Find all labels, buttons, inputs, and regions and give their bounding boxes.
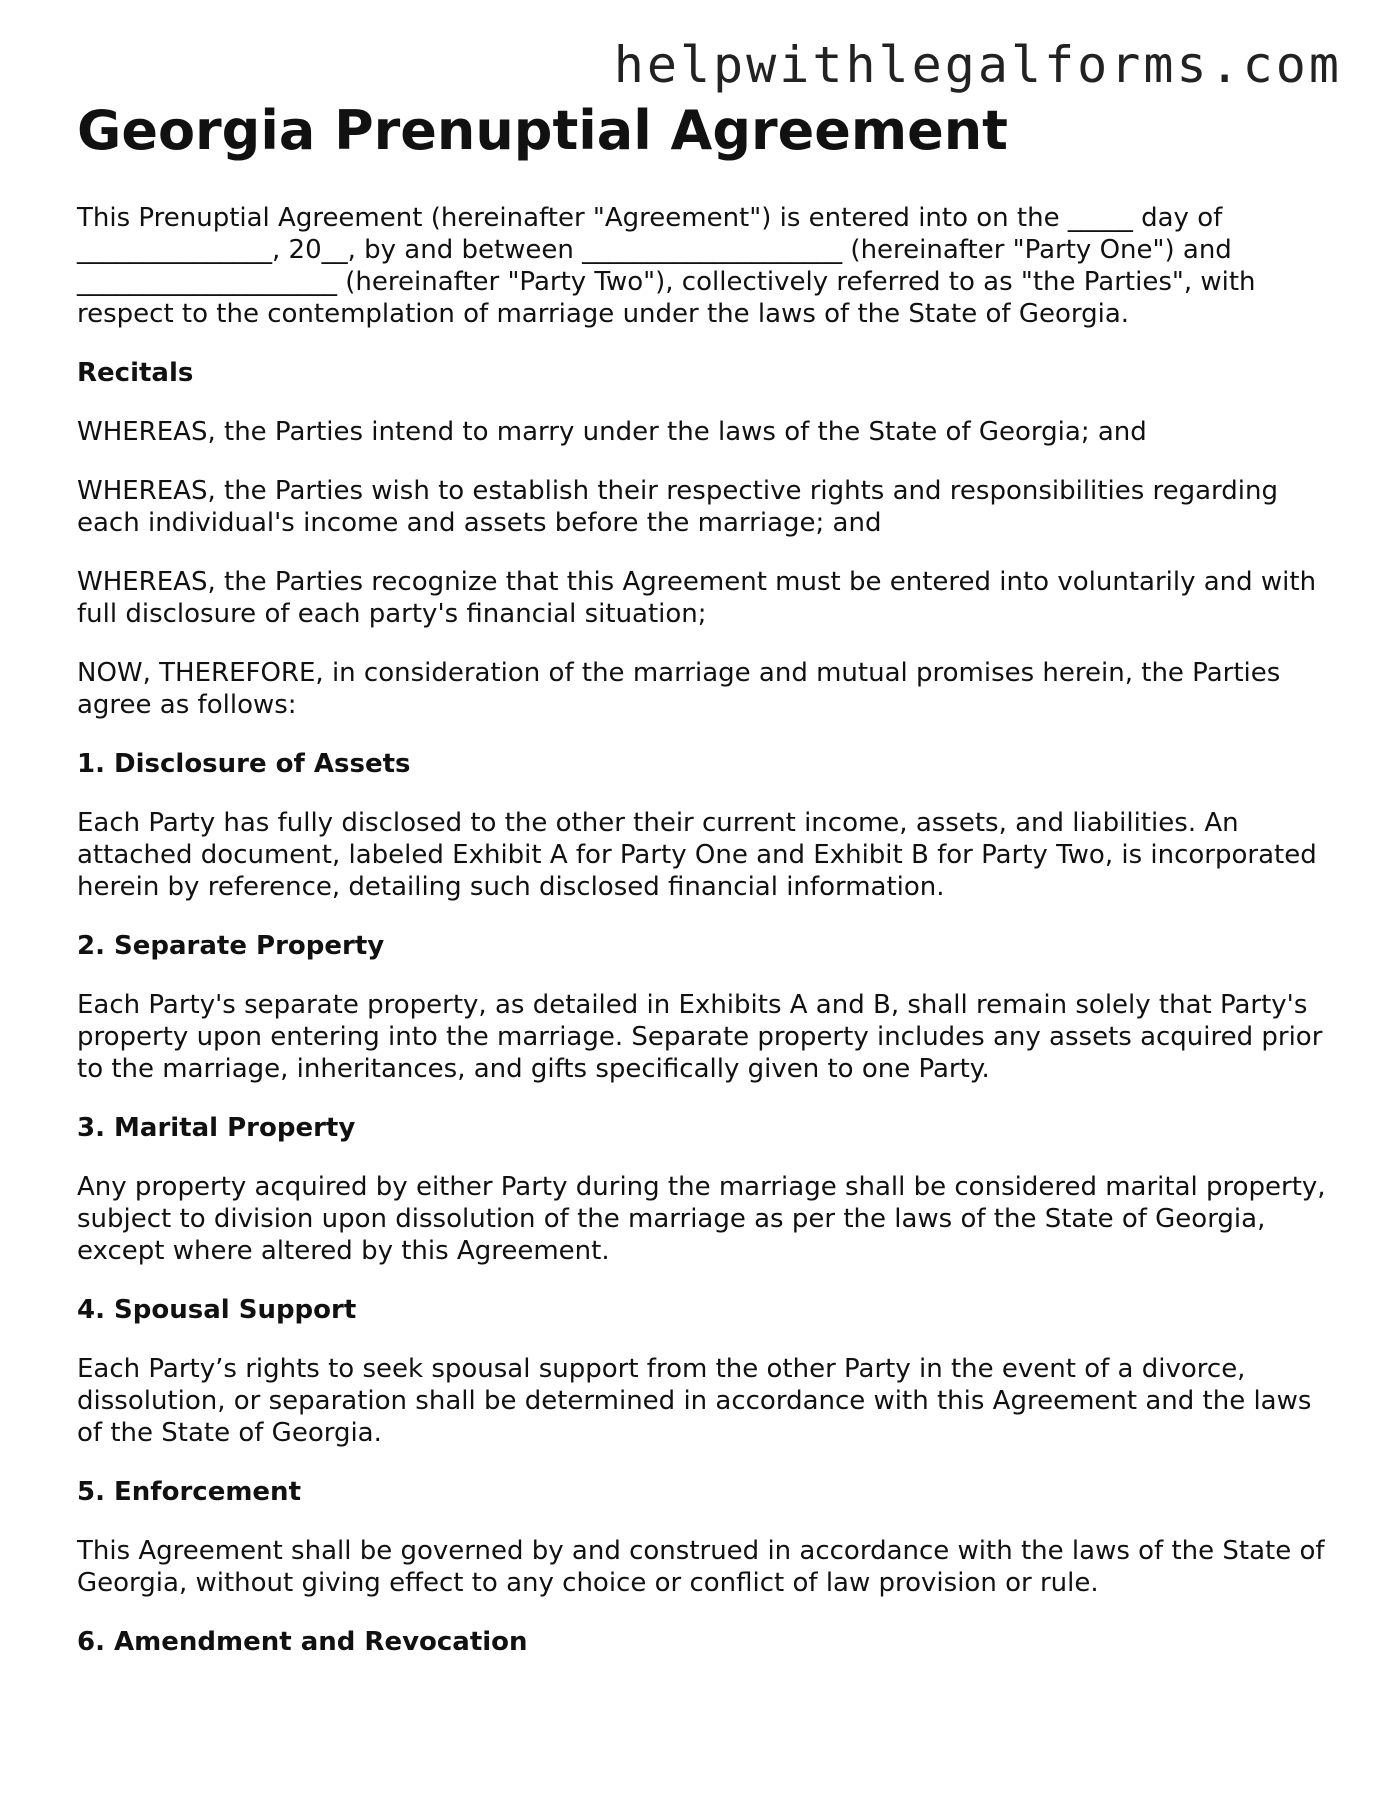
- section-body-marital-property: Any property acquired by either Party during the marriage shall be considered marital property, subject to division upon dissolution of the marriage as per the laws of the State of Georgia, except where altered by this Agreement.: [77, 1172, 1326, 1266]
- section-body-enforcement: This Agreement shall be governed by and construed in accordance with the laws of the State of Georgia, without giving effect to any choice or conflict of law provision or rule.: [77, 1536, 1325, 1598]
- section-body-separate-property: Each Party's separate property, as detailed in Exhibits A and B, shall remain solely that Party's property upon entering into the marriage. Separate property includes any assets acquired prior to the marriage, inheritances, and gifts specifically given to one Party.: [77, 990, 1323, 1084]
- recitals-heading: Recitals: [77, 358, 194, 388]
- section-heading-amendment: 6. Amendment and Revocation: [77, 1627, 528, 1657]
- recital-item: WHEREAS, the Parties recognize that this Agreement must be entered into voluntarily and with full disclosure of each party's financial situation;: [77, 567, 1317, 629]
- section-body-spousal-support: Each Party’s rights to seek spousal support from the other Party in the event of a divorce, dissolution, or separation shall be determined in accordance with this Agreement and the laws of the State of Georgia.: [77, 1354, 1312, 1448]
- recital-item: WHEREAS, the Parties intend to marry under the laws of the State of Georgia; and: [77, 417, 1147, 447]
- recital-item: NOW, THEREFORE, in consideration of the marriage and mutual promises herein, the Parties agree as follows:: [77, 658, 1281, 720]
- recital-item: WHEREAS, the Parties wish to establish their respective rights and responsibilities regarding each individual's income and assets before the marriage; and: [77, 476, 1279, 538]
- document-body: [77, 98, 1327, 1685]
- section-heading-spousal-support: 4. Spousal Support: [77, 1295, 357, 1325]
- section-heading-separate-property: 2. Separate Property: [77, 931, 385, 961]
- section-heading-enforcement: 5. Enforcement: [77, 1477, 301, 1507]
- intro-paragraph: This Prenuptial Agreement (hereinafter "Agreement") is entered into on the _____ day of _______________, 20__, by and between ____________________ (hereinafter "Party One") and ____________________ (hereinafter "Party Two"), collectively referred to as "the Parties", with respect to the contemplation of marriage under the laws of the State of Georgia.: [77, 203, 1256, 329]
- section-heading-marital-property: 3. Marital Property: [77, 1113, 356, 1143]
- section-heading-disclosure: 1. Disclosure of Assets: [77, 749, 411, 779]
- section-body-disclosure: Each Party has fully disclosed to the other their current income, assets, and liabilities. An attached document, labeled Exhibit A for Party One and Exhibit B for Party Two, is incorporated herein by reference, detailing such disclosed financial information.: [77, 808, 1317, 902]
- site-watermark: helpwithlegalforms.com: [613, 36, 1342, 94]
- document-title: Georgia Prenuptial Agreement: [77, 99, 1008, 162]
